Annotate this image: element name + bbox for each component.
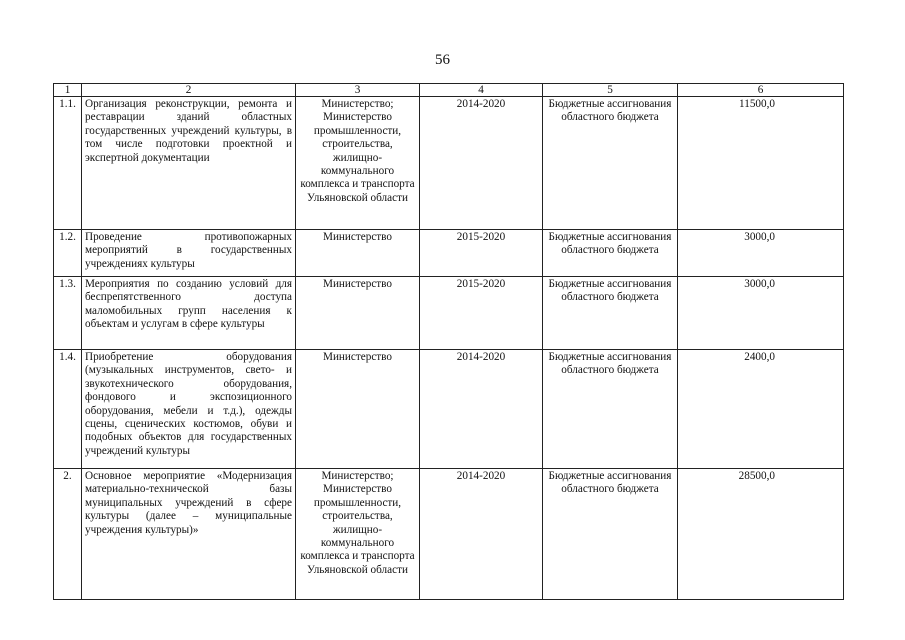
header-col-2: 2 bbox=[82, 84, 296, 97]
funding-source: Бюджетные ассигнования областного бюджета bbox=[543, 277, 678, 350]
executor: Министерство; Министерство промышленности, строительства, жилищно-коммунального комплекса и транспорта Ульяновской области bbox=[296, 97, 420, 230]
table-row bbox=[54, 230, 844, 277]
table-row bbox=[54, 97, 844, 230]
row-number: 1.1. bbox=[54, 97, 82, 230]
header-col-3: 3 bbox=[296, 84, 420, 97]
row-number: 1.4. bbox=[54, 350, 82, 469]
amount: 11500,0 bbox=[678, 97, 844, 230]
period: 2014-2020 bbox=[420, 97, 543, 230]
measure-name: Мероприятия по созданию условий для беспрепятственного доступа маломобильных групп населения к объектам и услугам в сфере культуры bbox=[82, 277, 296, 350]
table-row bbox=[54, 469, 844, 600]
row-number: 1.3. bbox=[54, 277, 82, 350]
row-number: 2. bbox=[54, 469, 82, 600]
executor: Министерство; Министерство промышленности, строительства, жилищно-коммунального комплекса и транспорта Ульяновской области bbox=[296, 469, 420, 600]
funding-source: Бюджетные ассигнования областного бюджета bbox=[543, 350, 678, 469]
executor: Министерство bbox=[296, 350, 420, 469]
row-number: 1.2. bbox=[54, 230, 82, 277]
period: 2015-2020 bbox=[420, 230, 543, 277]
header-col-6: 6 bbox=[678, 84, 844, 97]
funding-source: Бюджетные ассигнования областного бюджета bbox=[543, 230, 678, 277]
amount: 2400,0 bbox=[678, 350, 844, 469]
measure-name: Организация реконструкции, ремонта и реставрации зданий областных государственных учреждений культуры, в том числе подготовки проектной и экспертной документации bbox=[82, 97, 296, 230]
program-measures-table bbox=[53, 83, 844, 600]
header-col-1: 1 bbox=[54, 84, 82, 97]
measure-name: Приобретение оборудования (музыкальных инструментов, свето- и звукотехнического оборудования, фондового и экспозиционного оборудования, мебели и т.д.), одежды сцены, сценических костюмов, обуви и подобных объектов для государственных учреждений культуры bbox=[82, 350, 296, 469]
amount: 28500,0 bbox=[678, 469, 844, 600]
table-row bbox=[54, 350, 844, 469]
amount: 3000,0 bbox=[678, 230, 844, 277]
header-col-5: 5 bbox=[543, 84, 678, 97]
period: 2014-2020 bbox=[420, 350, 543, 469]
measure-name: Проведение противопожарных мероприятий в государственных учреждениях культуры bbox=[82, 230, 296, 277]
period: 2015-2020 bbox=[420, 277, 543, 350]
table-header-row bbox=[54, 84, 844, 97]
table-row bbox=[54, 277, 844, 350]
funding-source: Бюджетные ассигнования областного бюджета bbox=[543, 97, 678, 230]
header-col-4: 4 bbox=[420, 84, 543, 97]
funding-source: Бюджетные ассигнования областного бюджета bbox=[543, 469, 678, 600]
amount: 3000,0 bbox=[678, 277, 844, 350]
page-number: 56 bbox=[435, 52, 450, 68]
executor: Министерство bbox=[296, 277, 420, 350]
period: 2014-2020 bbox=[420, 469, 543, 600]
measure-name: Основное мероприятие «Модернизация материально-технической базы муниципальных учреждений в сфере культуры (далее – муниципальные учреждения культуры)» bbox=[82, 469, 296, 600]
executor: Министерство bbox=[296, 230, 420, 277]
